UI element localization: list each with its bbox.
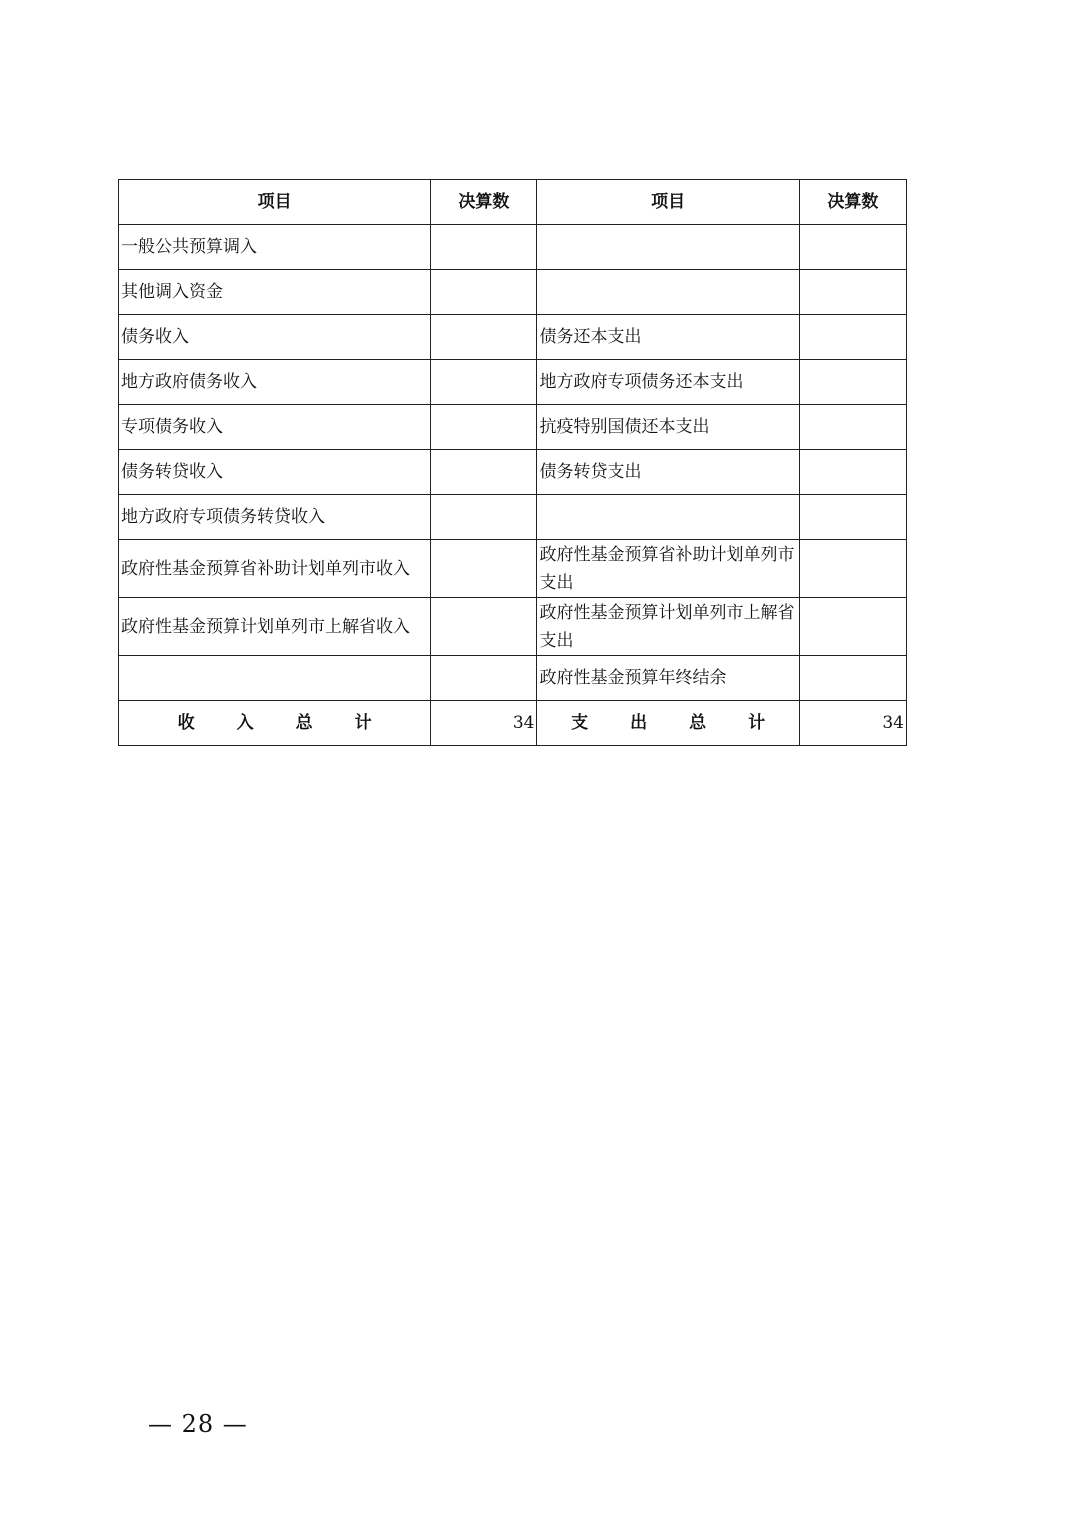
income-amount bbox=[431, 450, 537, 495]
table-row bbox=[119, 270, 907, 315]
expense-amount bbox=[799, 315, 906, 360]
table-row bbox=[119, 360, 907, 405]
income-amount bbox=[431, 598, 537, 656]
expense-item: 政府性基金预算年终结余 bbox=[537, 656, 799, 701]
header-item-expense: 项目 bbox=[537, 180, 799, 225]
income-item bbox=[119, 656, 431, 701]
expense-item bbox=[537, 495, 799, 540]
income-item: 政府性基金预算计划单列市上解省收入 bbox=[119, 598, 431, 656]
expense-item: 政府性基金预算省补助计划单列市支出 bbox=[537, 540, 799, 598]
header-amount-expense: 决算数 bbox=[799, 180, 906, 225]
expense-item: 政府性基金预算计划单列市上解省支出 bbox=[537, 598, 799, 656]
table-row bbox=[119, 315, 907, 360]
income-amount bbox=[431, 656, 537, 701]
table-row bbox=[119, 450, 907, 495]
income-item: 债务收入 bbox=[119, 315, 431, 360]
expense-amount bbox=[799, 495, 906, 540]
expense-amount bbox=[799, 360, 906, 405]
income-amount bbox=[431, 360, 537, 405]
income-item: 其他调入资金 bbox=[119, 270, 431, 315]
expense-item bbox=[537, 225, 799, 270]
expense-item: 抗疫特别国债还本支出 bbox=[537, 405, 799, 450]
income-item: 政府性基金预算省补助计划单列市收入 bbox=[119, 540, 431, 598]
expense-total-amount: 34 bbox=[799, 701, 906, 746]
expense-amount bbox=[799, 540, 906, 598]
income-total-label: 收 入 总 计 bbox=[119, 701, 431, 746]
expense-item: 债务转贷支出 bbox=[537, 450, 799, 495]
table-header-row bbox=[119, 180, 907, 225]
expense-total-label: 支 出 总 计 bbox=[537, 701, 799, 746]
table-row bbox=[119, 598, 907, 656]
income-item: 地方政府债务收入 bbox=[119, 360, 431, 405]
table-row bbox=[119, 495, 907, 540]
header-item-income: 项目 bbox=[119, 180, 431, 225]
expense-amount bbox=[799, 450, 906, 495]
header-amount-income: 决算数 bbox=[431, 180, 537, 225]
table-row bbox=[119, 540, 907, 598]
table-row bbox=[119, 405, 907, 450]
income-amount bbox=[431, 540, 537, 598]
income-amount bbox=[431, 495, 537, 540]
expense-item: 地方政府专项债务还本支出 bbox=[537, 360, 799, 405]
income-amount bbox=[431, 405, 537, 450]
expense-amount bbox=[799, 656, 906, 701]
income-item: 一般公共预算调入 bbox=[119, 225, 431, 270]
table-row bbox=[119, 225, 907, 270]
income-amount bbox=[431, 270, 537, 315]
totals-row bbox=[119, 701, 907, 746]
table-row bbox=[119, 656, 907, 701]
expense-amount bbox=[799, 270, 906, 315]
income-item: 地方政府专项债务转贷收入 bbox=[119, 495, 431, 540]
page-number: — 28 — bbox=[148, 1410, 248, 1438]
expense-amount bbox=[799, 225, 906, 270]
expense-amount bbox=[799, 405, 906, 450]
expense-item: 债务还本支出 bbox=[537, 315, 799, 360]
income-item: 专项债务收入 bbox=[119, 405, 431, 450]
income-amount bbox=[431, 225, 537, 270]
expense-amount bbox=[799, 598, 906, 656]
income-total-amount: 34 bbox=[431, 701, 537, 746]
budget-final-accounts-table bbox=[118, 179, 907, 746]
expense-item bbox=[537, 270, 799, 315]
income-amount bbox=[431, 315, 537, 360]
income-item: 债务转贷收入 bbox=[119, 450, 431, 495]
